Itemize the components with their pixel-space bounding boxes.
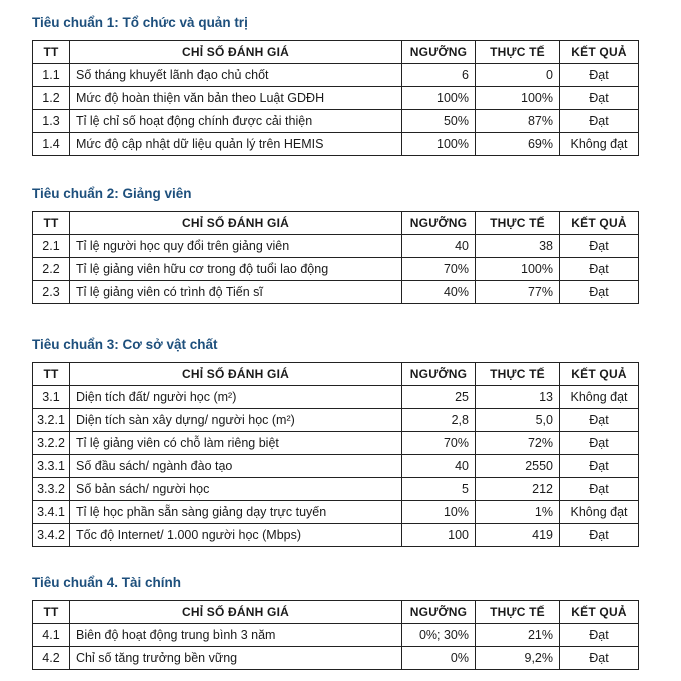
row-indicator: Tỉ lệ giảng viên hữu cơ trong độ tuổi lao động <box>70 258 402 281</box>
header-tt: TT <box>33 363 70 386</box>
table-row <box>33 133 639 156</box>
table-row <box>33 501 639 524</box>
row-actual: 5,0 <box>476 409 560 432</box>
row-id: 2.1 <box>33 235 70 258</box>
table-row <box>33 647 639 670</box>
criteria-table <box>32 40 639 156</box>
row-indicator: Số bản sách/ người học <box>70 478 402 501</box>
row-threshold: 50% <box>402 110 476 133</box>
table-header-row <box>33 601 639 624</box>
row-id: 3.4.2 <box>33 524 70 547</box>
row-indicator: Diện tích sàn xây dựng/ người học (m²) <box>70 409 402 432</box>
section-title: Tiêu chuẩn 2: Giảng viên <box>32 186 192 201</box>
header-result: KẾT QUẢ <box>560 601 639 624</box>
section-4 <box>32 573 638 670</box>
row-indicator: Chỉ số tăng trưởng bền vững <box>70 647 402 670</box>
row-actual: 72% <box>476 432 560 455</box>
table-header-row <box>33 363 639 386</box>
row-indicator: Diện tích đất/ người học (m²) <box>70 386 402 409</box>
table-row <box>33 258 639 281</box>
row-threshold: 10% <box>402 501 476 524</box>
table-row <box>33 64 639 87</box>
row-result: Đạt <box>560 110 639 133</box>
row-actual: 2550 <box>476 455 560 478</box>
header-tt: TT <box>33 601 70 624</box>
row-id: 2.2 <box>33 258 70 281</box>
section-title: Tiêu chuẩn 4. Tài chính <box>32 575 182 590</box>
row-id: 3.3.1 <box>33 455 70 478</box>
header-indicator: CHỈ SỐ ĐÁNH GIÁ <box>70 601 402 624</box>
row-actual: 100% <box>476 87 560 110</box>
table-row <box>33 432 639 455</box>
table-row <box>33 235 639 258</box>
row-threshold: 100 <box>402 524 476 547</box>
row-id: 1.3 <box>33 110 70 133</box>
row-result: Đạt <box>560 524 639 547</box>
row-result: Đạt <box>560 647 639 670</box>
criteria-table <box>32 600 639 670</box>
header-result: KẾT QUẢ <box>560 212 639 235</box>
header-threshold: NGƯỠNG <box>402 212 476 235</box>
row-actual: 69% <box>476 133 560 156</box>
row-result: Đạt <box>560 624 639 647</box>
table-row <box>33 409 639 432</box>
header-tt: TT <box>33 41 70 64</box>
section-title: Tiêu chuẩn 3: Cơ sở vật chất <box>32 337 218 352</box>
row-indicator: Tỉ lệ giảng viên có chỗ làm riêng biệt <box>70 432 402 455</box>
row-actual: 1% <box>476 501 560 524</box>
row-result: Không đạt <box>560 386 639 409</box>
row-id: 3.2.1 <box>33 409 70 432</box>
row-actual: 419 <box>476 524 560 547</box>
row-threshold: 0% <box>402 647 476 670</box>
row-indicator: Số tháng khuyết lãnh đạo chủ chốt <box>70 64 402 87</box>
row-threshold: 2,8 <box>402 409 476 432</box>
header-actual: THỰC TẾ <box>476 363 560 386</box>
row-id: 1.1 <box>33 64 70 87</box>
row-indicator: Biên độ hoạt động trung bình 3 năm <box>70 624 402 647</box>
row-actual: 100% <box>476 258 560 281</box>
row-threshold: 5 <box>402 478 476 501</box>
header-actual: THỰC TẾ <box>476 41 560 64</box>
header-indicator: CHỈ SỐ ĐÁNH GIÁ <box>70 363 402 386</box>
row-actual: 77% <box>476 281 560 304</box>
header-indicator: CHỈ SỐ ĐÁNH GIÁ <box>70 212 402 235</box>
row-indicator: Mức độ cập nhật dữ liệu quản lý trên HEMIS <box>70 133 402 156</box>
row-indicator: Tỉ lệ chỉ số hoạt động chính được cải thiện <box>70 110 402 133</box>
section-3 <box>32 335 638 547</box>
row-id: 4.1 <box>33 624 70 647</box>
section-1 <box>32 13 638 156</box>
table-row <box>33 87 639 110</box>
row-indicator: Tỉ lệ học phần sẵn sàng giảng dạy trực tuyến <box>70 501 402 524</box>
header-actual: THỰC TẾ <box>476 212 560 235</box>
row-indicator: Tỉ lệ người học quy đổi trên giảng viên <box>70 235 402 258</box>
row-id: 3.4.1 <box>33 501 70 524</box>
row-actual: 21% <box>476 624 560 647</box>
table-row <box>33 386 639 409</box>
table-header-row <box>33 212 639 235</box>
row-threshold: 70% <box>402 258 476 281</box>
row-result: Đạt <box>560 478 639 501</box>
table-row <box>33 478 639 501</box>
row-actual: 87% <box>476 110 560 133</box>
header-actual: THỰC TẾ <box>476 601 560 624</box>
row-actual: 9,2% <box>476 647 560 670</box>
table-row <box>33 110 639 133</box>
row-indicator: Tỉ lệ giảng viên có trình độ Tiến sĩ <box>70 281 402 304</box>
row-threshold: 40 <box>402 235 476 258</box>
row-id: 3.2.2 <box>33 432 70 455</box>
table-row <box>33 624 639 647</box>
row-actual: 38 <box>476 235 560 258</box>
row-result: Đạt <box>560 409 639 432</box>
header-tt: TT <box>33 212 70 235</box>
row-threshold: 100% <box>402 87 476 110</box>
header-threshold: NGƯỠNG <box>402 363 476 386</box>
row-threshold: 25 <box>402 386 476 409</box>
row-result: Đạt <box>560 64 639 87</box>
row-actual: 13 <box>476 386 560 409</box>
row-threshold: 0%; 30% <box>402 624 476 647</box>
header-threshold: NGƯỠNG <box>402 41 476 64</box>
row-id: 3.1 <box>33 386 70 409</box>
table-row <box>33 281 639 304</box>
row-id: 4.2 <box>33 647 70 670</box>
row-indicator: Số đầu sách/ ngành đào tạo <box>70 455 402 478</box>
table-row <box>33 524 639 547</box>
header-indicator: CHỈ SỐ ĐÁNH GIÁ <box>70 41 402 64</box>
header-threshold: NGƯỠNG <box>402 601 476 624</box>
row-result: Đạt <box>560 281 639 304</box>
header-result: KẾT QUẢ <box>560 363 639 386</box>
row-indicator: Tốc độ Internet/ 1.000 người học (Mbps) <box>70 524 402 547</box>
table-row <box>33 455 639 478</box>
row-actual: 0 <box>476 64 560 87</box>
row-threshold: 100% <box>402 133 476 156</box>
row-result: Đạt <box>560 455 639 478</box>
row-actual: 212 <box>476 478 560 501</box>
row-result: Đạt <box>560 87 639 110</box>
criteria-table <box>32 211 639 304</box>
row-threshold: 6 <box>402 64 476 87</box>
row-result: Không đạt <box>560 501 639 524</box>
row-threshold: 40% <box>402 281 476 304</box>
row-id: 1.2 <box>33 87 70 110</box>
section-title: Tiêu chuẩn 1: Tổ chức và quản trị <box>32 15 248 30</box>
row-id: 2.3 <box>33 281 70 304</box>
row-id: 1.4 <box>33 133 70 156</box>
row-threshold: 40 <box>402 455 476 478</box>
table-header-row <box>33 41 639 64</box>
row-result: Đạt <box>560 258 639 281</box>
section-2 <box>32 184 638 304</box>
row-result: Đạt <box>560 432 639 455</box>
row-id: 3.3.2 <box>33 478 70 501</box>
row-indicator: Mức độ hoàn thiện văn bản theo Luật GDĐH <box>70 87 402 110</box>
header-result: KẾT QUẢ <box>560 41 639 64</box>
row-result: Không đạt <box>560 133 639 156</box>
row-result: Đạt <box>560 235 639 258</box>
criteria-table <box>32 362 639 547</box>
row-threshold: 70% <box>402 432 476 455</box>
